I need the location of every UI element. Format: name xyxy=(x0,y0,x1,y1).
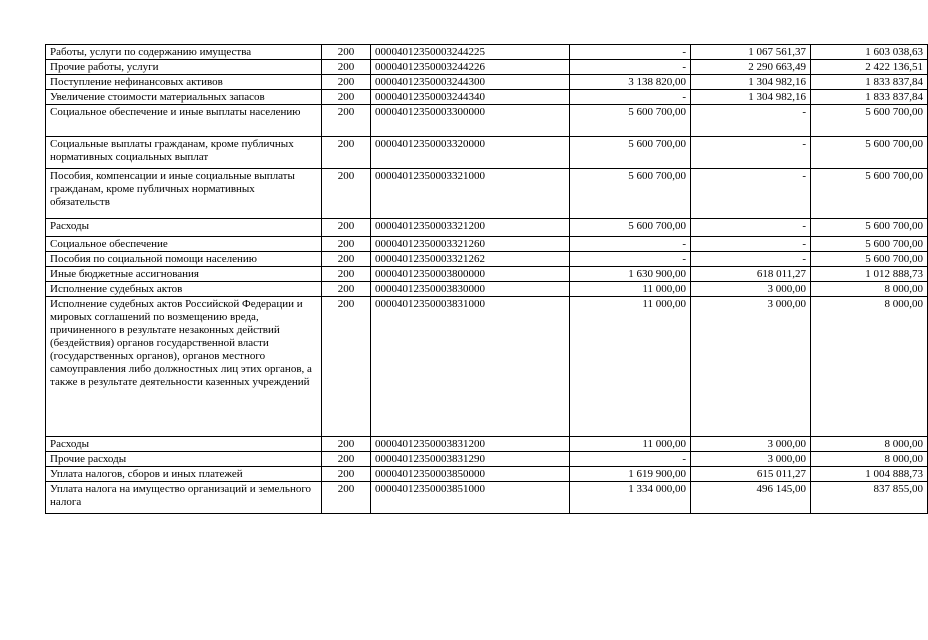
table-row xyxy=(46,282,928,297)
table-row xyxy=(46,297,928,437)
row-kbk-cell: 00004012350003851000 xyxy=(371,482,570,514)
row-name-cell: Пособия, компенсации и иные социальные выплаты гражданам, кроме публичных нормативных обязательств xyxy=(46,169,322,219)
row-approved-cell: - xyxy=(570,90,691,105)
row-approved-cell: 11 000,00 xyxy=(570,282,691,297)
table-row xyxy=(46,482,928,514)
row-name-cell: Прочие расходы xyxy=(46,452,322,467)
table-row xyxy=(46,105,928,137)
row-remaining-cell: 1 004 888,73 xyxy=(811,467,928,482)
row-executed-cell: 3 000,00 xyxy=(691,452,811,467)
row-remaining-cell: 1 012 888,73 xyxy=(811,267,928,282)
row-name-cell: Работы, услуги по содержанию имущества xyxy=(46,45,322,60)
row-executed-cell: 3 000,00 xyxy=(691,437,811,452)
row-executed-cell: - xyxy=(691,105,811,137)
row-code-cell: 200 xyxy=(322,137,371,169)
row-name-cell: Исполнение судебных актов xyxy=(46,282,322,297)
row-name-cell: Расходы xyxy=(46,437,322,452)
table-row xyxy=(46,437,928,452)
row-kbk-cell: 00004012350003300000 xyxy=(371,105,570,137)
budget-execution-table xyxy=(45,44,928,514)
row-remaining-cell: 5 600 700,00 xyxy=(811,237,928,252)
row-approved-cell: - xyxy=(570,45,691,60)
row-approved-cell: 11 000,00 xyxy=(570,437,691,452)
row-code-cell: 200 xyxy=(322,437,371,452)
table-row xyxy=(46,252,928,267)
row-remaining-cell: 5 600 700,00 xyxy=(811,219,928,237)
row-name-cell: Социальное обеспечение xyxy=(46,237,322,252)
row-approved-cell: 1 334 000,00 xyxy=(570,482,691,514)
row-code-cell: 200 xyxy=(322,75,371,90)
row-approved-cell: - xyxy=(570,452,691,467)
row-kbk-cell: 00004012350003244225 xyxy=(371,45,570,60)
row-executed-cell: 618 011,27 xyxy=(691,267,811,282)
row-kbk-cell: 00004012350003244340 xyxy=(371,90,570,105)
row-code-cell: 200 xyxy=(322,45,371,60)
row-kbk-cell: 00004012350003831290 xyxy=(371,452,570,467)
row-approved-cell: 11 000,00 xyxy=(570,297,691,437)
row-code-cell: 200 xyxy=(322,467,371,482)
row-code-cell: 200 xyxy=(322,169,371,219)
row-approved-cell: 1 619 900,00 xyxy=(570,467,691,482)
row-executed-cell: 3 000,00 xyxy=(691,297,811,437)
row-approved-cell: 3 138 820,00 xyxy=(570,75,691,90)
row-executed-cell: 1 304 982,16 xyxy=(691,75,811,90)
row-remaining-cell: 1 833 837,84 xyxy=(811,75,928,90)
row-code-cell: 200 xyxy=(322,252,371,267)
row-remaining-cell: 8 000,00 xyxy=(811,297,928,437)
row-code-cell: 200 xyxy=(322,60,371,75)
table-row xyxy=(46,219,928,237)
row-remaining-cell: 837 855,00 xyxy=(811,482,928,514)
row-kbk-cell: 00004012350003831000 xyxy=(371,297,570,437)
table-row xyxy=(46,467,928,482)
row-approved-cell: 5 600 700,00 xyxy=(570,105,691,137)
row-code-cell: 200 xyxy=(322,482,371,514)
row-approved-cell: - xyxy=(570,252,691,267)
row-approved-cell: 5 600 700,00 xyxy=(570,137,691,169)
row-executed-cell: 615 011,27 xyxy=(691,467,811,482)
row-name-cell: Социальное обеспечение и иные выплаты населению xyxy=(46,105,322,137)
row-name-cell: Увеличение стоимости материальных запасов xyxy=(46,90,322,105)
table-row xyxy=(46,45,928,60)
row-approved-cell: 5 600 700,00 xyxy=(570,169,691,219)
row-code-cell: 200 xyxy=(322,267,371,282)
row-kbk-cell: 00004012350003244226 xyxy=(371,60,570,75)
row-approved-cell: - xyxy=(570,60,691,75)
row-remaining-cell: 8 000,00 xyxy=(811,282,928,297)
row-code-cell: 200 xyxy=(322,90,371,105)
table-row xyxy=(46,75,928,90)
row-executed-cell: 1 304 982,16 xyxy=(691,90,811,105)
row-kbk-cell: 00004012350003321000 xyxy=(371,169,570,219)
row-remaining-cell: 8 000,00 xyxy=(811,437,928,452)
row-code-cell: 200 xyxy=(322,282,371,297)
row-name-cell: Пособия по социальной помощи населению xyxy=(46,252,322,267)
row-code-cell: 200 xyxy=(322,219,371,237)
row-name-cell: Уплата налогов, сборов и иных платежей xyxy=(46,467,322,482)
row-name-cell: Поступление нефинансовых активов xyxy=(46,75,322,90)
row-approved-cell: 5 600 700,00 xyxy=(570,219,691,237)
row-remaining-cell: 2 422 136,51 xyxy=(811,60,928,75)
row-remaining-cell: 5 600 700,00 xyxy=(811,137,928,169)
row-executed-cell: - xyxy=(691,137,811,169)
row-code-cell: 200 xyxy=(322,297,371,437)
row-executed-cell: 2 290 663,49 xyxy=(691,60,811,75)
row-kbk-cell: 00004012350003320000 xyxy=(371,137,570,169)
row-name-cell: Уплата налога на имущество организаций и земельного налога xyxy=(46,482,322,514)
row-kbk-cell: 00004012350003800000 xyxy=(371,267,570,282)
row-code-cell: 200 xyxy=(322,105,371,137)
row-code-cell: 200 xyxy=(322,237,371,252)
row-approved-cell: 1 630 900,00 xyxy=(570,267,691,282)
row-executed-cell: 1 067 561,37 xyxy=(691,45,811,60)
row-kbk-cell: 00004012350003850000 xyxy=(371,467,570,482)
row-name-cell: Прочие работы, услуги xyxy=(46,60,322,75)
row-name-cell: Иные бюджетные ассигнования xyxy=(46,267,322,282)
row-remaining-cell: 5 600 700,00 xyxy=(811,105,928,137)
row-name-cell: Исполнение судебных актов Российской Федерации и мировых соглашений по возмещению вреда, причиненного в результате незаконных действий (бездействия) органов государственной власти (государственных органов), органов местного самоуправления либо должностных лиц этих органов, а также в результате деятельности казенных учреждений xyxy=(46,297,322,437)
table-row xyxy=(46,452,928,467)
row-kbk-cell: 00004012350003830000 xyxy=(371,282,570,297)
row-executed-cell: - xyxy=(691,237,811,252)
table-body xyxy=(46,45,928,514)
table-row xyxy=(46,137,928,169)
row-kbk-cell: 00004012350003321200 xyxy=(371,219,570,237)
row-kbk-cell: 00004012350003321262 xyxy=(371,252,570,267)
row-name-cell: Расходы xyxy=(46,219,322,237)
table-row xyxy=(46,90,928,105)
row-executed-cell: 3 000,00 xyxy=(691,282,811,297)
row-kbk-cell: 00004012350003244300 xyxy=(371,75,570,90)
row-kbk-cell: 00004012350003831200 xyxy=(371,437,570,452)
row-remaining-cell: 5 600 700,00 xyxy=(811,169,928,219)
row-remaining-cell: 8 000,00 xyxy=(811,452,928,467)
row-executed-cell: - xyxy=(691,252,811,267)
table-row xyxy=(46,237,928,252)
table-row xyxy=(46,267,928,282)
row-remaining-cell: 1 603 038,63 xyxy=(811,45,928,60)
row-executed-cell: - xyxy=(691,169,811,219)
table-row xyxy=(46,169,928,219)
row-executed-cell: 496 145,00 xyxy=(691,482,811,514)
row-kbk-cell: 00004012350003321260 xyxy=(371,237,570,252)
row-executed-cell: - xyxy=(691,219,811,237)
row-remaining-cell: 1 833 837,84 xyxy=(811,90,928,105)
row-approved-cell: - xyxy=(570,237,691,252)
row-remaining-cell: 5 600 700,00 xyxy=(811,252,928,267)
row-code-cell: 200 xyxy=(322,452,371,467)
row-name-cell: Социальные выплаты гражданам, кроме публичных нормативных социальных выплат xyxy=(46,137,322,169)
table-row xyxy=(46,60,928,75)
